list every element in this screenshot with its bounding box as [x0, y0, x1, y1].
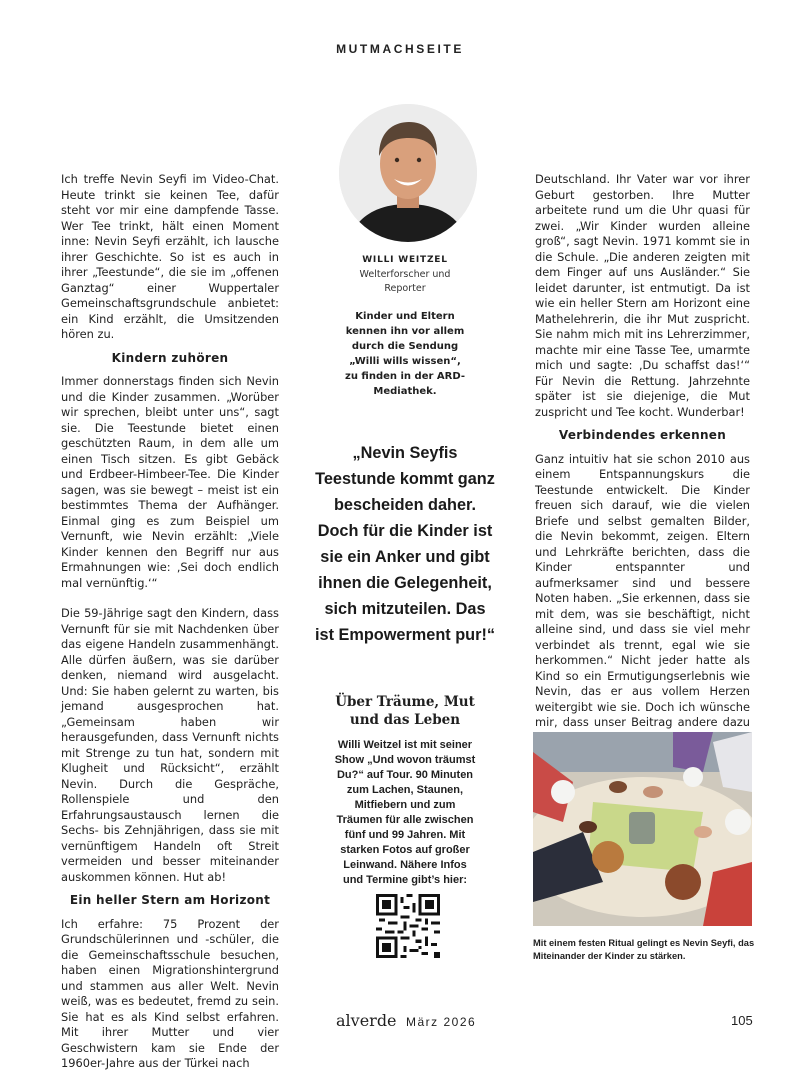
info-box-title: Über Träume, Mut und das Leben [335, 694, 475, 728]
left-paragraph-2: Immer donnerstags finden sich Nevin und die Kinder zusammen. „Worüber wir sprechen, bleibt unter uns“, sagt sie. Die Teestunde bietet einen geschützten Raum, in dem alle um einen Tisch sitzen. Es gibt Gebäck und Erdbeer-Himbeer-Tee. Die Kinder sagen, was sie bewegt – meist ist ein bestimmtes Thema der Aufhänger. Einmal ging es zum Beispiel um Vernunft, wie Nevin erzählt: „Viele Kinder kennen den Begriff nur aus Ermahnungen wie: ‚Sei doch endlich mal vernünftig.‘“ [61, 374, 279, 590]
issue-date: März 2026 [406, 1015, 477, 1029]
left-paragraph-3: Die 59-Jährige sagt den Kindern, dass Vernunft für sie mit Nachdenken über das eigene Handeln zusammenhängt. Alle dürfen äußern, was sie darüber denken, niemand wird ausgelacht. Und: Sie haben gelernt zu warten, bis jemand ausgesprochen hat. „Gemeinsam haben wir herausgefunden, dass Vernunft nichts mit Strenge zu tun hat, sondern mit Klugheit und Rücksicht“, erzählt Nevin. Durch die Gespräche, Rollenspiele und den Erfahrungsaustausch lernen die Sechs- bis Zehnjährigen, dass sie mit vernünftigem Handeln oft Streit vermeiden und besser miteinander auskommen können. Hut ab! [61, 606, 279, 884]
left-paragraph-1: Ich treffe Nevin Seyfi im Video-Chat. Heute trinkt sie keinen Tee, dafür steht vor mir eine dampfende Tasse. Wer Tee trinkt, hält einen Moment inne: Nevin Seyfi erzählt, ich lausche ihrer Geschichte. So ist es auch in ihrer „Teestunde“, die sie im „offenen Ganztag“ einer Wuppertaler Gemeinschaftsgrundschule anbietet: ein Kind erzählt, die Umsitzenden hören zu. [61, 172, 279, 341]
left-paragraph-4: Ich erfahre: 75 Prozent der Grundschülerinnen und -schüler, die die Gemeinschaftsschule besuchen, haben einen Migrationshintergrund und stammen aus aller Welt. Nevin weiß, was es bedeutet, fremd zu sein. Sie hat es als Kind selbst erfahren. Mit ihrer Mutter und vier Geschwistern kam sie Ende der 1960er-Jahre aus der Türkei nach [61, 916, 279, 1070]
subheading-heller-stern: Ein heller Stern am Horizont [69, 893, 271, 907]
author-description: Kinder und Eltern kennen ihn vor allem durch die Sendung „Willi wills wissen“, zu finden in der ARD-Mediathek. [345, 311, 465, 397]
right-paragraph-2: Ganz intuitiv hat sie schon 2010 aus einem Entspannungskurs die Teestunde entwickelt. Die Kinder freuen sich darauf, wie die vielen Briefe und selbst gemalten Bilder, die Nevin bekommt, zeigen. Eltern und Lehrkräfte berichten, dass die Kinder entspannter und aufmerksamer sind und bessere Noten haben. „Sie erkennen, dass sie mit dem, was sie beschäftigt, nicht alleine sind, und dass sie viel mehr verbindet als trennt, egal wie sie herkommen.“ Nicht jeder hatte als Kind so ein Ermutigungserlebnis wie Nevin, das er aus vollem Herzen weitergibt wie sie. Doch ich wünsche mir, dass unser Beitrag andere dazu [535, 451, 750, 729]
author-role: Welterforscher und Reporter [359, 269, 451, 294]
info-box-text: Willi Weitzel ist mit seiner Show „Und wovon träumst Du?“ auf Tour. 90 Minuten zum Lachen, Staunen, Mitfiebern und zum Träumen für alle zwischen fünf und 99 Jahren. Mit starken Fotos auf großer Leinwand. Nähere Infos und Termine gibt’s hier: [334, 739, 476, 886]
subheading-kindern-zuhoeren: Kindern zuhören [111, 350, 229, 365]
photo-caption: Mit einem festen Ritual gelingt es Nevin Seyfi, das Miteinander der Kinder zu stärken. [533, 938, 755, 961]
left-column [61, 172, 279, 1072]
right-paragraph-1: Deutschland. Ihr Vater war vor ihrer Geburt gestorben. Ihre Mutter arbeitete rund um die Uhr quasi für zwei. „Wir Kinder wurden alleine groß“, sagt Nevin. 1971 kommt sie in die Schule. „Die anderen zeigten mit dem Finger auf uns Ausländer.“ Sie leidet darunter, ist entmutigt. Da ist wie ein heller Stern am Horizont eine Mathelehrerin, die ihr Mut zuspricht. Sie nahm mich mit ins Lehrerzimmer, machte mir eine Tasse Tee, umarmte mich und sagte: ‚Du schaffst das!‘“ Für Nevin die Rettung. Jahrzehnte später ist sie diejenige, die Mut zuspricht und Tee kocht. Wunderbar! [535, 172, 750, 419]
right-column [535, 172, 750, 777]
teestunde-photo [533, 732, 752, 926]
page-number: 105 [731, 1013, 753, 1028]
section-header: MUTMACHSEITE [336, 42, 464, 56]
author-name: WILLI WEITZEL [362, 255, 448, 265]
subheading-verbindendes: Verbindendes erkennen [558, 428, 727, 442]
qr-code[interactable] [376, 894, 440, 958]
pull-quote: „Nevin Seyfis Teestunde kommt ganz bescheiden daher. Doch für die Kinder ist sie ein Anker und gibt ihnen die Gelegenheit, sich mitzuteilen. Das ist Empowerment pur!“ [314, 444, 496, 644]
magazine-logo: alverde [336, 1011, 397, 1030]
author-portrait [339, 104, 477, 242]
